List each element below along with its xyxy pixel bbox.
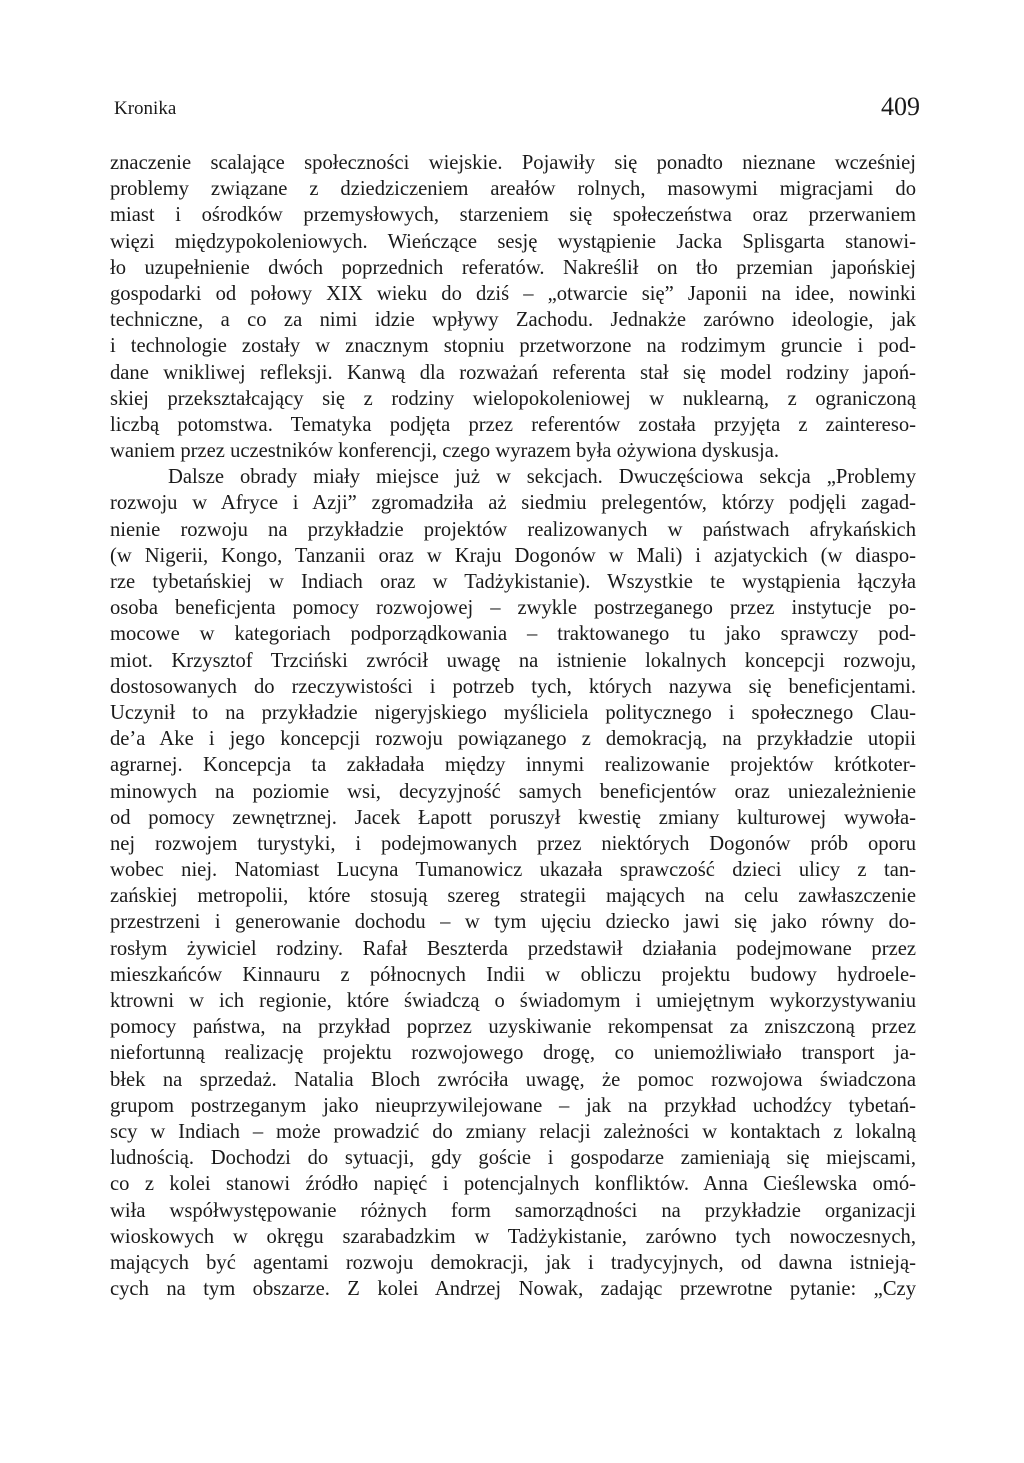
text-line: zańskiej metropolii, które stosują szereg strategii mających na celu zawłaszczenie (110, 885, 916, 908)
text-line: wobec niej. Natomiast Lucyna Tumanowicz ukazała sprawczość dzieci ulicy z tan- (110, 859, 916, 882)
text-line: ludnością. Dochodzi do sytuacji, gdy goście i gospodarze zamieniają się miejscami, (110, 1147, 916, 1170)
body-text (110, 150, 916, 1302)
text-line: pomocy państwa, na przykład poprzez uzyskiwanie rekompensat za zniszczoną przez (110, 1016, 916, 1039)
text-line: więzi międzypokoleniowych. Wieńczące sesję wystąpienie Jacka Splisgarta stanowi- (110, 230, 916, 253)
text-line: mających być agentami rozwoju demokracji, jak i tradycyjnych, od dawna istnieją- (110, 1251, 916, 1274)
text-line: miast i ośrodków przemysłowych, starzeniem się społeczeństwa oraz przerwaniem (110, 204, 916, 227)
text-line: grupom postrzeganym jako nieuprzywilejowane – jak na przykład uchodźcy tybetań- (110, 1094, 916, 1117)
text-line: od pomocy zewnętrznej. Jacek Łapott poruszył kwestię zmiany kulturowej wywoła- (110, 806, 916, 829)
text-line: scy w Indiach – może prowadzić do zmiany relacji zależności w kontaktach z lokalną (110, 1120, 916, 1143)
text-line: skiej przekształcający się z rodziny wielopokoleniowej w nuklearną, z ograniczoną (110, 387, 916, 410)
running-header-title: Kronika (114, 98, 177, 119)
text-line: osoba beneficjenta pomocy rozwojowej – zwykle postrzeganego przez instytucje po- (110, 597, 916, 620)
text-line: mocowe w kategoriach podporządkowania – traktowanego tu jako sprawczy pod- (110, 623, 916, 646)
text-line: gospodarki od połowy XIX wieku do dziś – „otwarcie się” Japonii na idee, nowinki (110, 282, 916, 305)
text-line: i technologie zostały w znacznym stopniu przetworzone na rodzimym gruncie i pod- (110, 335, 916, 358)
text-line: cych na tym obszarze. Z kolei Andrzej Nowak, zadając przewrotne pytanie: „Czy (110, 1278, 916, 1301)
text-line: wiła współwystępowanie różnych form samorządności na przykładzie organizacji (110, 1199, 916, 1222)
text-line: ktrowni w ich regionie, które świadczą o świadomym i umiejętnym wykorzystywaniu (110, 990, 916, 1012)
text-line: agrarnej. Koncepcja ta zakładała między innymi realizowanie projektów krótkoter- (110, 754, 916, 777)
text-line: waniem przez uczestników konferencji, czego wyrazem była ożywiona dyskusja. (110, 440, 780, 463)
document-page (110, 92, 920, 1302)
running-header (110, 92, 920, 132)
page-number: 409 (881, 92, 920, 121)
text-line: minowych na poziomie wsi, decyzyjność samych beneficjentów oraz uniezależnienie (110, 780, 916, 803)
text-line: rosłym żywiciel rodziny. Rafał Beszterda przedstawił działania podejmowane przez (110, 937, 916, 960)
text-line: rozwoju w Afryce i Azji” zgromadziła aż siedmiu prelegentów, którzy podjęli zagad- (110, 492, 916, 515)
text-line: techniczne, a co za nimi idzie wpływy Zachodu. Jednakże zarówno ideologie, jak (110, 309, 916, 332)
text-line: miot. Krzysztof Trzciński zwrócił uwagę na istnienie lokalnych koncepcji rozwoju, (110, 649, 916, 672)
paragraph (110, 464, 916, 1302)
text-line: mieszkańców Kinnauru z północnych Indii w obliczu projektu budowy hydroele- (110, 963, 916, 986)
text-line: co z kolei stanowi źródło napięć i potencjalnych konfliktów. Anna Cieślewska omó- (110, 1173, 916, 1196)
text-line: problemy związane z dziedziczeniem areałów rolnych, masowymi migracjami do (110, 178, 916, 201)
text-line: dane wnikliwej refleksji. Kanwą dla rozważań referenta stał się model rodziny japoń- (110, 361, 916, 384)
text-line: nienie rozwoju na przykładzie projektów realizowanych w państwach afrykańskich (110, 518, 916, 541)
text-line: wioskowych w okręgu szarabadzkim w Tadżykistanie, zarówno tych nowoczesnych, (110, 1225, 916, 1248)
paragraph (110, 150, 916, 464)
text-line: błek na sprzedaż. Natalia Bloch zwróciła uwagę, że pomoc rozwojowa świadczona (110, 1068, 916, 1091)
text-line: Uczynił to na przykładzie nigeryjskiego myśliciela politycznego i społecznego Clau- (110, 701, 916, 724)
text-line: (w Nigerii, Kongo, Tanzanii oraz w Kraju Dogonów w Mali) i azjatyckich (w diaspo- (110, 544, 916, 567)
text-line: nej rozwojem turystyki, i podejmowanych przez niektórych Dogonów prób oporu (110, 832, 916, 855)
text-line: znaczenie scalające społeczności wiejskie. Pojawiły się ponadto nieznane wcześniej (110, 152, 916, 174)
text-line: de’a Ake i jego koncepcji rozwoju powiązanego z demokracją, na przykładzie utopii (110, 728, 916, 751)
text-line: liczbą potomstwa. Tematyka podjęta przez referentów została przyjęta z zaintereso- (110, 413, 916, 436)
text-line: dostosowanych do rzeczywistości i potrzeb tych, których nazywa się beneficjentami. (110, 675, 916, 698)
text-line: rze tybetańskiej w Indiach oraz w Tadżykistanie). Wszystkie te wystąpienia łączyła (110, 571, 916, 593)
text-line: ło uzupełnienie dwóch poprzednich referatów. Nakreślił on tło przemian japońskiej (110, 256, 916, 279)
text-line: niefortunną realizację projektu rozwojowego drogę, co uniemożliwiało transport ja- (110, 1042, 916, 1065)
text-line: przestrzeni i generowanie dochodu – w tym ujęciu dziecko jawi się jako równy do- (110, 911, 916, 934)
text-line: Dalsze obrady miały miejsce już w sekcjach. Dwuczęściowa sekcja „Problemy (168, 466, 916, 489)
